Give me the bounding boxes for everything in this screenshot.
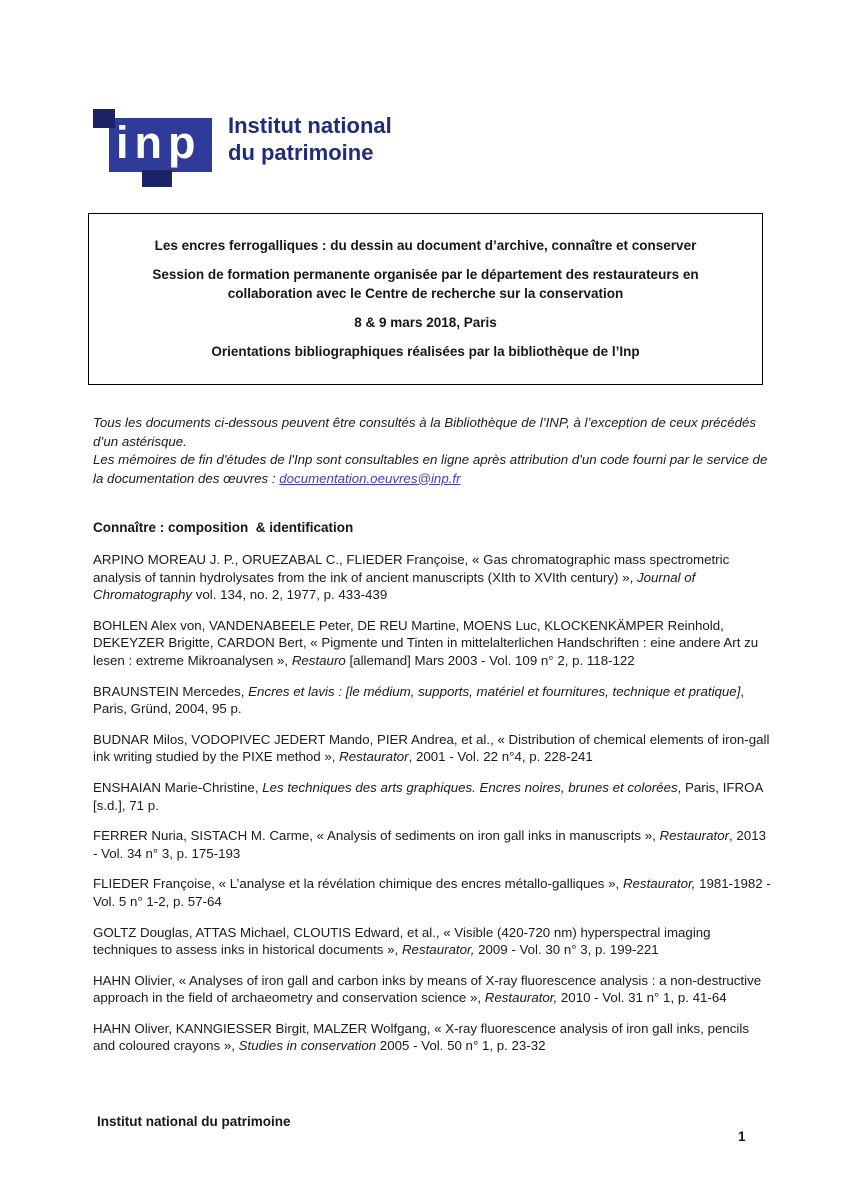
entry-journal-title: Restaurator,	[622, 876, 696, 892]
institution-name-line1: Institut national	[228, 113, 392, 138]
entry-text: , 2001 - Vol. 22 n°4, p. 228-241	[408, 749, 593, 765]
entry-text: HAHN Olivier, « Analyses of iron gall and carbon inks by means of X-ray fluorescence analysis : a non-destructive approach in the field of archaeometry and conservation science »,	[93, 972, 762, 1006]
page-number: 1	[738, 1129, 746, 1144]
entry-text: BRAUNSTEIN Mercedes,	[93, 683, 249, 699]
entry-journal-title: Restaurator,	[401, 942, 475, 958]
entry-text: [allemand] Mars 2003 - Vol. 109 n° 2, p. 118-122	[345, 652, 635, 668]
entry-text: 2010 - Vol. 31 n° 1, p. 41-64	[557, 990, 727, 1006]
event-date: 8 & 9 mars 2018, Paris	[354, 315, 497, 330]
title-box	[88, 213, 763, 385]
entry-journal-title: Journal of Chromatography	[93, 569, 696, 603]
bibliography-note: Orientations bibliographiques réalisées par la bibliothèque de l’Inp	[211, 344, 640, 359]
bibliography-entry	[93, 551, 774, 604]
document-title: Les encres ferrogalliques : du dessin au document d’archive, connaître et conserver	[154, 238, 697, 253]
intro-line-availability: Tous les documents ci-dessous peuvent être consultés à la Bibliothèque de l’INP, à l’exception de ceux précédés d’un astérisque.	[93, 415, 757, 449]
entry-journal-title: Les techniques des arts graphiques. Encres noires, brunes et colorées	[262, 779, 678, 795]
bibliography-entry	[93, 827, 774, 862]
entry-text: BUDNAR Milos, VODOPIVEC JEDERT Mando, PIER Andrea, et al., « Distribution of chemical elements of iron-gall ink writing studied by the PIXE method »,	[93, 731, 770, 765]
entry-journal-title: Restauro	[291, 652, 346, 668]
documentation-email-link[interactable]: documentation.oeuvres@inp.fr	[279, 470, 461, 486]
entry-text: BOHLEN Alex von, VANDENABEELE Peter, DE REU Martine, MOENS Luc, KLOCKENKÄMPER Reinhold, DEKEYZER Brigitte, CARDON Bert, « Pigmente und Tinten in mittelalterlichen Handschriften : eine andere Art zu lesen : extreme Mikroanalysen »,	[93, 617, 759, 668]
intro-line-memoires	[93, 451, 769, 488]
inp-logo-bottom-square	[142, 170, 172, 187]
entry-text: GOLTZ Douglas, ATTAS Michael, CLOUTIS Edward, et al., « Visible (420-720 nm) hyperspectral imaging techniques to assess inks in historical documents »,	[93, 924, 711, 958]
entry-text: HAHN Oliver, KANNGIESSER Birgit, MALZER Wolfgang, « X-ray fluorescence analysis of iron gall inks, pencils and coloured crayons »,	[93, 1020, 749, 1054]
entry-text: ARPINO MOREAU J. P., ORUEZABAL C., FLIEDER Françoise, « Gas chromatographic mass spectrometric analysis of tannin hydrolysates from the ink of ancient manuscripts (XIth to XVIth century) »,	[93, 552, 730, 585]
entry-text: FERRER Nuria, SISTACH M. Carme, « Analysis of sediments on iron gall inks in manuscripts »,	[93, 828, 660, 844]
entry-text: FLIEDER Françoise, « L’analyse et la révélation chimique des encres métallo-galliques »,	[93, 876, 623, 892]
bibliography-entry	[93, 617, 774, 670]
institution-name-line2: du patrimoine	[228, 140, 374, 165]
session-description: Session de formation permanente organisée par le département des restaurateurs en collaboration avec le Centre de recherche sur la conservation	[152, 267, 699, 301]
intro-paragraph	[93, 414, 769, 488]
entry-journal-title: Encres et lavis : [le médium, supports, matériel et fournitures, technique et pratique]	[248, 683, 741, 699]
entry-journal-title: Restaurator	[659, 828, 730, 844]
entry-journal-title: Restaurator	[339, 749, 409, 765]
bibliography-entry	[93, 779, 774, 814]
inp-logo	[93, 105, 218, 190]
entry-text: ENSHAIAN Marie-Christine,	[93, 779, 263, 795]
bibliography-entry	[93, 731, 774, 766]
entry-text: , Paris, Gründ, 2004, 95 p.	[93, 683, 745, 717]
inp-logo-box: inp	[109, 118, 212, 172]
bibliography-entry	[93, 875, 774, 910]
entry-text: 2005 - Vol. 50 n° 1, p. 23-32	[376, 1038, 546, 1054]
institution-name	[228, 112, 392, 166]
entry-journal-title: Studies in conservation	[238, 1038, 377, 1054]
bibliography-entry	[93, 683, 774, 718]
entry-text: vol. 134, no. 2, 1977, p. 433-439	[192, 587, 388, 603]
bibliography-entry	[93, 972, 774, 1007]
bibliography-entry	[93, 1020, 774, 1055]
entry-text: , Paris, IFROA [s.d.], 71 p.	[93, 779, 763, 813]
bibliography-entry	[93, 924, 774, 959]
bibliography-list	[93, 551, 774, 1068]
intro-memoires-text: Les mémoires de fin d'études de l'Inp sont consultables en ligne après attribution d'un code fourni par le service de la documentation des œuvres :	[93, 452, 768, 486]
entry-text: 1981-1982 - Vol. 5 n° 1-2, p. 57-64	[93, 876, 771, 909]
footer-institution: Institut national du patrimoine	[97, 1114, 291, 1129]
entry-text: 2009 - Vol. 30 n° 3, p. 199-221	[474, 942, 659, 958]
section-heading: Connaître : composition & identification	[93, 520, 354, 535]
entry-text: , 2013 - Vol. 34 n° 3, p. 175-193	[93, 828, 767, 861]
entry-journal-title: Restaurator,	[484, 990, 558, 1006]
inp-logo-top-square	[93, 109, 115, 128]
